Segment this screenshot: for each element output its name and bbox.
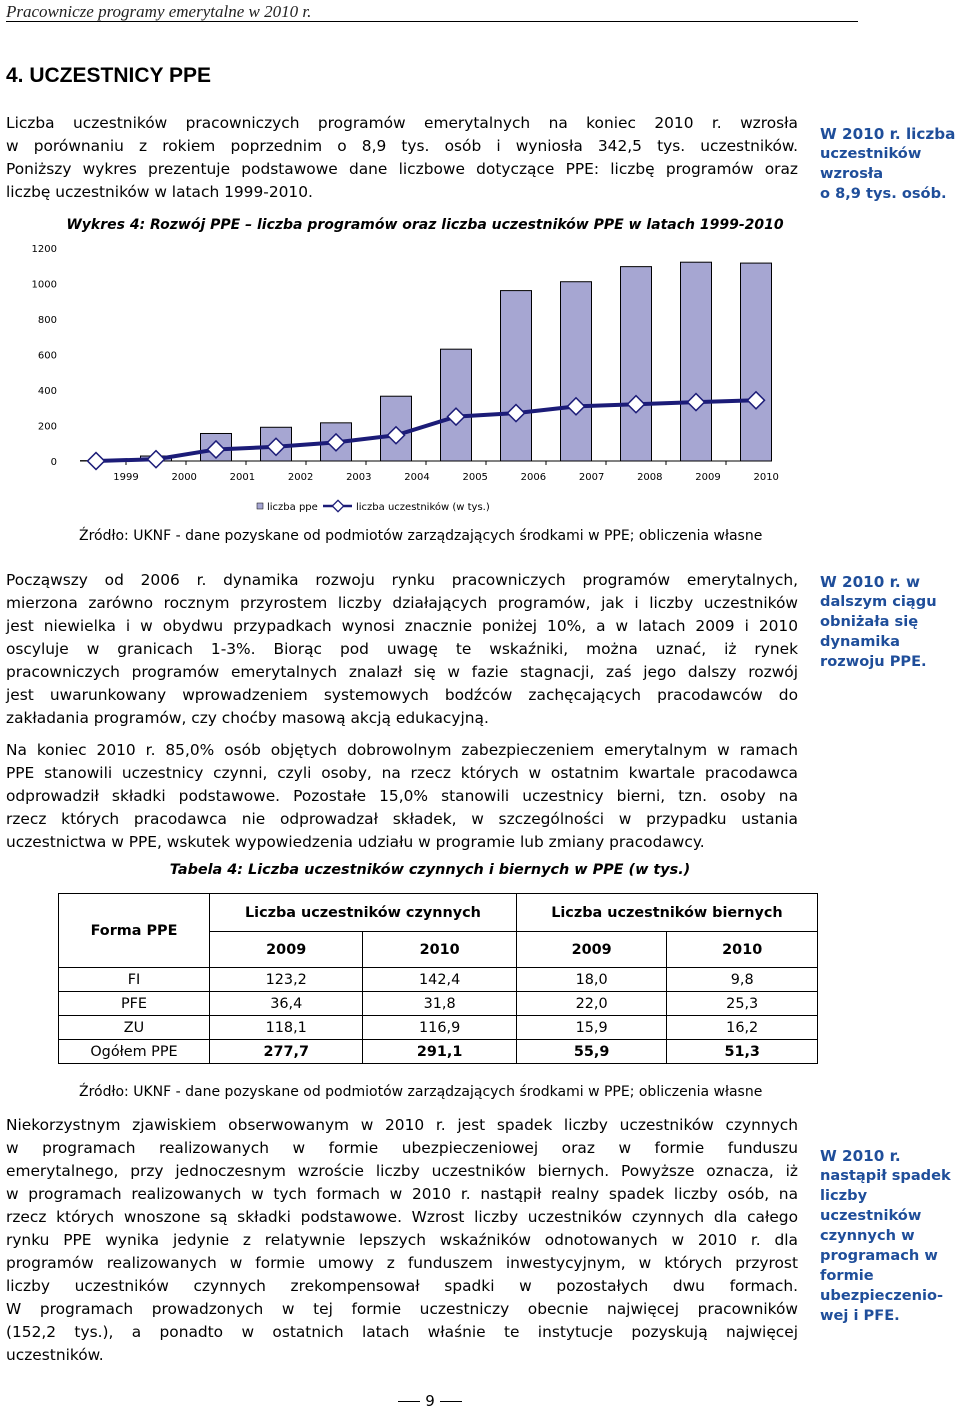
cell: 31,8 [363, 992, 516, 1016]
bar [561, 282, 592, 461]
row-form: Ogółem PPE [59, 1040, 210, 1064]
intro-line: Liczba uczestników pracowniczych programów emerytalnych na koniec 2010 r. wzrosła [6, 114, 798, 132]
bar [501, 291, 532, 461]
y-tick-label: 1000 [31, 279, 57, 291]
margin-note-line: rozwoju PPE. [820, 653, 927, 670]
paragraph-line: mierzona zarówno rocznym przyrostem liczby działających programów, jak i liczby uczestników [6, 594, 798, 612]
intro-line: Poniższy wykres prezentuje podstawowe dane liczbowe dotyczące PPE: liczbę programów oraz [6, 160, 798, 178]
y-tick-label: 200 [37, 421, 57, 433]
line-marker [148, 451, 165, 468]
margin-note-line: dalszym ciągu [820, 593, 937, 610]
paragraph-line: rzecz których wnoszone są składki podstawowe. Wzrost liczby uczestników czynnych dla całego [6, 1208, 798, 1226]
cell: 16,2 [667, 1016, 818, 1040]
y-tick-label: 1200 [31, 244, 57, 255]
margin-note-line: W 2010 r. w [820, 573, 921, 591]
cell-total: 51,3 [667, 1040, 818, 1064]
running-header: Pracownicze programy emerytalne w 2010 r. [6, 2, 312, 21]
year-header: 2010 [363, 932, 516, 968]
margin-note-line: obniżała się [820, 613, 919, 630]
bar [741, 263, 772, 461]
intro-line: liczbę uczestników w latach 1999-2010. [6, 183, 313, 201]
line-marker [88, 453, 105, 470]
paragraph-line: Niekorzystnym zjawiskiem obserwowanym w 2010 r. jest spadek liczby uczestników czynnych [6, 1116, 798, 1134]
margin-note-line: wzrosła [820, 165, 884, 182]
year-header: 2010 [667, 932, 818, 968]
y-tick-label: 600 [37, 350, 57, 362]
paragraph-line: liczby uczestników czynnych zrekompensował spadki w pozostałych dwu formach. [6, 1277, 798, 1295]
row-form: PFE [59, 992, 210, 1016]
paragraph-line: rzecz których pracodawca nie odprowadzał składek, w szczególności w przypadku ustania [6, 810, 798, 828]
legend-swatch-programs [257, 503, 263, 509]
paragraph-line: Na koniec 2010 r. 85,0% osób objętych dobrowolnym zabezpieczeniem emerytalnym w ramach [6, 741, 798, 759]
margin-note-line: uczestników [820, 145, 922, 162]
margin-note-line: uczestników [820, 1207, 922, 1224]
cell: 9,8 [667, 968, 818, 992]
paragraph-line: w programach realizowanych w tych formach w 2010 r. nastąpił realny spadek liczby osób, na [6, 1185, 798, 1203]
year-header: 2009 [210, 932, 363, 968]
page-number: 9 [0, 1392, 860, 1410]
paragraph-line: emerytalnego, przy jednoczesnym wzroście liczby uczestników biernych. Powyższe oznacza, iż [6, 1162, 798, 1180]
paragraph-line: oscyluje w granicach 1-3%. Biorąc pod uwagę te wskaźniki, można uznać, iż rynek [6, 640, 798, 658]
margin-note-line: nastąpił spadek [820, 1167, 951, 1184]
paragraph-line: rynku PPE wynika jedynie z relatywnie lepszych wskaźników odnotowanych w 2010 r. dla [6, 1231, 798, 1249]
section-title: 4. UCZESTNICY PPE [6, 64, 211, 87]
paragraph-active-passive [6, 739, 798, 854]
margin-note-line: ubezpieczenio- [820, 1287, 944, 1304]
table-source: Źródło: UKNF - dane pozyskane od podmiotów zarządzających środkami w PPE; obliczenia własne [79, 1084, 763, 1100]
x-tick-label: 2005 [462, 472, 488, 483]
x-tick-label: 2001 [229, 472, 256, 483]
chart-title: Wykres 4: Rozwój PPE – liczba programów oraz liczba uczestników PPE w latach 1999-2010 [66, 217, 784, 233]
cell: 25,3 [667, 992, 818, 1016]
x-axis-ticks [126, 461, 726, 465]
table-row [59, 992, 818, 1016]
paragraph-line: uczestników. [6, 1346, 104, 1364]
margin-note-line: W 2010 r. [820, 1147, 901, 1165]
participants-line [96, 400, 756, 461]
x-tick-label: 2007 [578, 472, 605, 483]
paragraph-line: odprowadził składki podstawowe. Pozostałe 15,0% stanowili uczestnicy bierni, tzn. osoby na [6, 787, 798, 805]
paragraph-line: zakładania programów, czy choćby masową akcją edukacyjną. [6, 709, 489, 727]
participants-chart [0, 230, 860, 525]
chart-source: Źródło: UKNF - dane pozyskane od podmiotów zarządzających środkami w PPE; obliczenia własne [79, 528, 763, 544]
x-axis-labels [113, 472, 779, 483]
x-tick-label: 2004 [404, 472, 430, 483]
year-header: 2009 [516, 932, 667, 968]
participants-table [58, 893, 818, 1064]
cell: 22,0 [516, 992, 667, 1016]
margin-note-1 [820, 124, 960, 204]
x-tick-label: 2008 [637, 472, 663, 483]
margin-note-line: o 8,9 tys. osób. [820, 185, 947, 202]
paragraph-line: w programach realizowanych w formie ubezpieczeniowej oraz w formie funduszu [6, 1139, 798, 1157]
col-form: Forma PPE [59, 894, 210, 968]
cell-total: 277,7 [210, 1040, 363, 1064]
bar [681, 262, 712, 461]
legend-label-programs: liczba ppe [267, 502, 318, 513]
y-tick-label: 800 [37, 315, 57, 326]
chart-legend [257, 500, 490, 513]
cell: 15,9 [516, 1016, 667, 1040]
paragraph-line: PPE stanowili uczestnicy czynni, czyli osoby, na rzecz których w ostatnim kwartale pracodawca [6, 764, 798, 782]
group-passive: Liczba uczestników biernych [516, 894, 817, 932]
margin-note-2 [820, 572, 960, 672]
margin-note-line: wej i PFE. [820, 1307, 900, 1324]
intro-paragraph [6, 112, 798, 204]
y-tick-label: 400 [37, 386, 57, 397]
margin-note-line: liczby [820, 1187, 868, 1204]
x-tick-label: 2010 [753, 472, 779, 483]
cell: 116,9 [363, 1016, 516, 1040]
cell: 36,4 [210, 992, 363, 1016]
paragraph-line: W programach prowadzonych w tej formie uczestniczy obecnie najwięcej pracowników [6, 1300, 798, 1318]
legend-marker-participants [332, 500, 343, 511]
paragraph-line: jest uwarunkowany wprowadzeniem systemowych bodźców zachęcających pracodawców do [6, 686, 798, 704]
paragraph-decline [6, 1114, 798, 1367]
cell: 118,1 [210, 1016, 363, 1040]
cell-total: 291,1 [363, 1040, 516, 1064]
legend-label-participants: liczba uczestników (w tys.) [356, 502, 490, 513]
paragraph-line: Począwszy od 2006 r. dynamika rozwoju rynku pracowniczych programów emerytalnych, [6, 571, 798, 589]
table-total-row [59, 1040, 818, 1064]
x-tick-label: 2002 [287, 472, 314, 483]
paragraph-line: (152,2 tys.), a ponadto w ostatnich latach właśnie te instytucje pozyskują najwięcej [6, 1323, 798, 1341]
margin-note-line: czynnych w [820, 1227, 915, 1244]
row-form: ZU [59, 1016, 210, 1040]
table-row [59, 968, 818, 992]
table-title: Tabela 4: Liczba uczestników czynnych i biernych w PPE (w tys.) [169, 862, 691, 878]
table-header-row [59, 894, 818, 932]
cell-total: 55,9 [516, 1040, 667, 1064]
y-axis-labels [32, 244, 57, 468]
header-rule [6, 21, 858, 22]
margin-note-3 [820, 1146, 960, 1326]
paragraph-dynamics [6, 569, 798, 730]
paragraph-line: programów realizowanych w formie umowy z funduszem inwestycyjnym, w których przyrost [6, 1254, 798, 1272]
row-form: FI [59, 968, 210, 992]
x-tick-label: 2003 [346, 472, 372, 483]
margin-note-line: W 2010 r. liczba [820, 125, 956, 143]
intro-line: w porównaniu z rokiem poprzednim o 8,9 tys. osób i wyniosła 342,5 tys. uczestników. [6, 137, 798, 155]
margin-note-line: programach w [820, 1247, 938, 1264]
cell: 123,2 [210, 968, 363, 992]
margin-note-line: formie [820, 1267, 874, 1284]
x-tick-label: 2006 [520, 472, 547, 483]
paragraph-line: jest niewielka i w obydwu przypadkach wynosi znacznie poniżej 10%, a w latach 2009 i 2010 [6, 617, 798, 635]
cell: 142,4 [363, 968, 516, 992]
x-tick-label: 2000 [171, 472, 197, 483]
paragraph-line: pracowniczych programów emerytalnych znalazł się w fazie stagnacji, zaś jego dalszy rozwój [6, 663, 798, 681]
table-row [59, 1016, 818, 1040]
x-tick-label: 2009 [695, 472, 721, 483]
bar [441, 349, 472, 461]
paragraph-line: uczestnictwa w PPE, wskutek wypowiedzenia udziału w programie lub zmiany pracodawcy. [6, 833, 705, 851]
margin-note-line: dynamika [820, 633, 900, 650]
group-active: Liczba uczestników czynnych [210, 894, 517, 932]
bar-series [81, 262, 772, 461]
cell: 18,0 [516, 968, 667, 992]
x-tick-label: 1999 [113, 472, 139, 483]
y-tick-label: 0 [50, 457, 57, 468]
bar [621, 267, 652, 461]
